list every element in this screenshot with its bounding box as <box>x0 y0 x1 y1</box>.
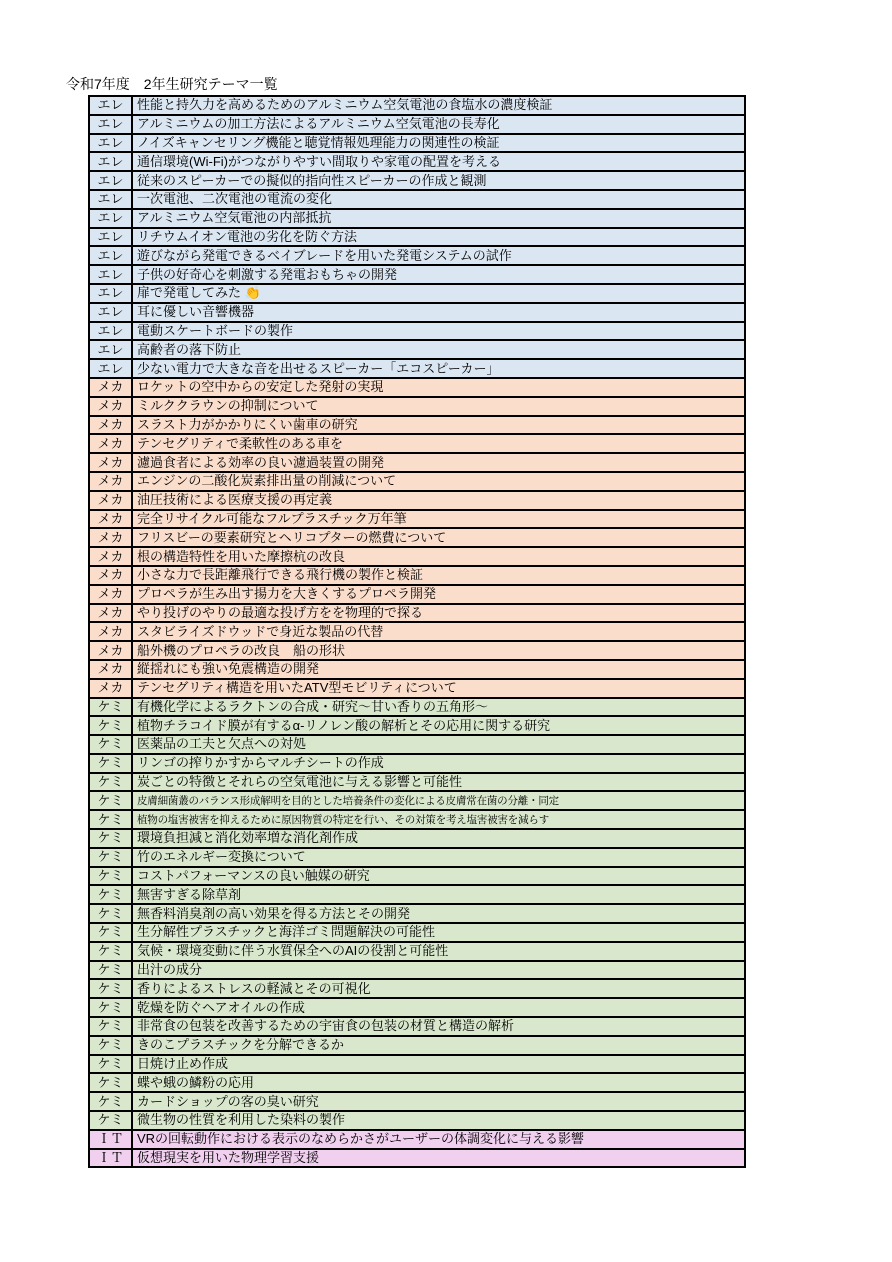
table-row <box>89 904 745 923</box>
table-row <box>89 491 745 510</box>
category-cell: ケミ <box>89 942 132 961</box>
category-cell: メカ <box>89 641 132 660</box>
theme-cell: 炭ごとの特徴とそれらの空気電池に与える影響と可能性 <box>132 773 745 792</box>
category-cell: ＩＴ <box>89 1149 132 1168</box>
table-row <box>89 942 745 961</box>
table-row <box>89 1055 745 1074</box>
category-cell: エレ <box>89 359 132 378</box>
category-cell: メカ <box>89 416 132 435</box>
category-cell: エレ <box>89 152 132 171</box>
theme-cell: フリスビーの要素研究とヘリコプターの燃費について <box>132 528 745 547</box>
table-row <box>89 246 745 265</box>
category-cell: エレ <box>89 265 132 284</box>
table-row <box>89 773 745 792</box>
category-cell: メカ <box>89 528 132 547</box>
theme-cell: プロペラが生み出す揚力を大きくするプロペラ開発 <box>132 585 745 604</box>
table-row <box>89 284 745 303</box>
theme-cell: 有機化学によるラクトンの合成・研究～甘い香りの五角形～ <box>132 698 745 717</box>
category-cell: ケミ <box>89 979 132 998</box>
category-cell: ケミ <box>89 810 132 829</box>
table-row <box>89 171 745 190</box>
category-cell: ケミ <box>89 773 132 792</box>
theme-cell: 少ない電力で大きな音を出せるスピーカー「エコスピーカー」 <box>132 359 745 378</box>
category-cell: ケミ <box>89 867 132 886</box>
table-row <box>89 190 745 209</box>
category-cell: エレ <box>89 190 132 209</box>
theme-table-body <box>89 96 745 1167</box>
table-row <box>89 134 745 153</box>
theme-cell: カードショップの客の臭い研究 <box>132 1092 745 1111</box>
theme-cell: ノイズキャンセリング機能と聴覚情報処理能力の関連性の検証 <box>132 134 745 153</box>
category-cell: メカ <box>89 453 132 472</box>
category-cell: ケミ <box>89 1073 132 1092</box>
category-cell: ケミ <box>89 1055 132 1074</box>
theme-cell: 出汁の成分 <box>132 961 745 980</box>
category-cell: ケミ <box>89 754 132 773</box>
category-cell: エレ <box>89 246 132 265</box>
theme-cell: 無香料消臭剤の高い効果を得る方法とその開発 <box>132 904 745 923</box>
theme-cell: 電動スケートボードの製作 <box>132 322 745 341</box>
category-cell: メカ <box>89 622 132 641</box>
theme-cell: 皮膚細菌叢のバランス形成解明を目的とした培養条件の変化による皮膚常在菌の分離・同定 <box>132 791 745 810</box>
category-cell: ケミ <box>89 1017 132 1036</box>
table-row <box>89 1149 745 1168</box>
table-row <box>89 528 745 547</box>
theme-cell: 船外機のプロペラの改良 船の形状 <box>132 641 745 660</box>
theme-cell: 遊びながら発電できるベイブレードを用いた発電システムの試作 <box>132 246 745 265</box>
table-row <box>89 754 745 773</box>
table-row <box>89 660 745 679</box>
category-cell: エレ <box>89 115 132 134</box>
table-row <box>89 209 745 228</box>
category-cell: メカ <box>89 604 132 623</box>
theme-cell: VRの回転動作における表示のなめらかさがユーザーの体調変化に与える影響 <box>132 1130 745 1149</box>
category-cell: ケミ <box>89 1111 132 1130</box>
table-row <box>89 1092 745 1111</box>
table-row <box>89 867 745 886</box>
theme-cell: ロケットの空中からの安定した発射の実現 <box>132 378 745 397</box>
theme-cell: やり投げのやりの最適な投げ方をを物理的で探る <box>132 604 745 623</box>
table-row <box>89 848 745 867</box>
theme-cell: エンジンの二酸化炭素排出量の削減について <box>132 472 745 491</box>
category-cell: ケミ <box>89 961 132 980</box>
table-row <box>89 679 745 698</box>
theme-cell: 環境負担減と消化効率増な消化剤作成 <box>132 829 745 848</box>
theme-cell: 従来のスピーカーでの擬似的指向性スピーカーの作成と観測 <box>132 171 745 190</box>
table-row <box>89 434 745 453</box>
category-cell: ＩＴ <box>89 1130 132 1149</box>
table-row <box>89 96 745 115</box>
theme-cell: テンセグリティで柔軟性のある車を <box>132 434 745 453</box>
table-row <box>89 1130 745 1149</box>
theme-cell: 油圧技術による医療支援の再定義 <box>132 491 745 510</box>
theme-cell: 縦揺れにも強い免震構造の開発 <box>132 660 745 679</box>
table-row <box>89 829 745 848</box>
table-row <box>89 115 745 134</box>
theme-cell: 通信環境(Wi-Fi)がつながりやすい間取りや家電の配置を考える <box>132 152 745 171</box>
theme-cell: 仮想現実を用いた物理学習支援 <box>132 1149 745 1168</box>
table-row <box>89 378 745 397</box>
category-cell: エレ <box>89 340 132 359</box>
table-row <box>89 303 745 322</box>
theme-cell: 蝶や蛾の鱗粉の応用 <box>132 1073 745 1092</box>
theme-cell: テンセグリティ構造を用いたATV型モビリティについて <box>132 679 745 698</box>
table-row <box>89 322 745 341</box>
theme-cell: リンゴの搾りかすからマルチシートの作成 <box>132 754 745 773</box>
table-row <box>89 510 745 529</box>
table-row <box>89 547 745 566</box>
category-cell: エレ <box>89 303 132 322</box>
category-cell: ケミ <box>89 698 132 717</box>
category-cell: エレ <box>89 322 132 341</box>
theme-cell: 微生物の性質を利用した染料の製作 <box>132 1111 745 1130</box>
table-row <box>89 416 745 435</box>
table-row <box>89 1036 745 1055</box>
category-cell: ケミ <box>89 791 132 810</box>
theme-cell: 植物の塩害被害を抑えるために原因物質の特定を行い、その対策を考え塩害被害を減らす <box>132 810 745 829</box>
theme-cell: 小さな力で長距離飛行できる飛行機の製作と検証 <box>132 566 745 585</box>
table-row <box>89 923 745 942</box>
category-cell: メカ <box>89 510 132 529</box>
theme-cell: 性能と持久力を高めるためのアルミニウム空気電池の食塩水の濃度検証 <box>132 96 745 115</box>
theme-cell: 非常食の包装を改善するための宇宙食の包装の材質と構造の解析 <box>132 1017 745 1036</box>
category-cell: ケミ <box>89 848 132 867</box>
table-row <box>89 453 745 472</box>
table-row <box>89 698 745 717</box>
theme-cell: 無害すぎる除草剤 <box>132 885 745 904</box>
table-row <box>89 641 745 660</box>
table-row <box>89 885 745 904</box>
category-cell: ケミ <box>89 885 132 904</box>
table-row <box>89 265 745 284</box>
theme-cell: 日焼け止め作成 <box>132 1055 745 1074</box>
theme-cell: 植物チラコイド膜が有するα-リノレン酸の解析とその応用に関する研究 <box>132 716 745 735</box>
theme-cell: 扉で発電してみた 👏 <box>132 284 745 303</box>
category-cell: ケミ <box>89 1036 132 1055</box>
page-title: 令和7年度 2年生研究テーマ一覧 <box>66 76 278 92</box>
table-row <box>89 716 745 735</box>
category-cell: ケミ <box>89 923 132 942</box>
theme-cell: スタビライズドウッドで身近な製品の代替 <box>132 622 745 641</box>
theme-cell: アルミニウムの加工方法によるアルミニウム空気電池の長寿化 <box>132 115 745 134</box>
theme-cell: アルミニウム空気電池の内部抵抗 <box>132 209 745 228</box>
table-row <box>89 340 745 359</box>
table-row <box>89 979 745 998</box>
table-row <box>89 228 745 247</box>
table-row <box>89 1111 745 1130</box>
category-cell: メカ <box>89 566 132 585</box>
theme-cell: 耳に優しい音響機器 <box>132 303 745 322</box>
category-cell: ケミ <box>89 735 132 754</box>
table-row <box>89 998 745 1017</box>
category-cell: メカ <box>89 660 132 679</box>
table-row <box>89 397 745 416</box>
theme-cell: 子供の好奇心を刺激する発電おもちゃの開発 <box>132 265 745 284</box>
table-row <box>89 359 745 378</box>
theme-cell: スラスト力がかかりにくい歯車の研究 <box>132 416 745 435</box>
theme-cell: 乾燥を防ぐヘアオイルの作成 <box>132 998 745 1017</box>
category-cell: エレ <box>89 228 132 247</box>
category-cell: メカ <box>89 491 132 510</box>
table-row <box>89 604 745 623</box>
category-cell: ケミ <box>89 1092 132 1111</box>
category-cell: ケミ <box>89 716 132 735</box>
table-row <box>89 152 745 171</box>
theme-cell: 香りによるストレスの軽減とその可視化 <box>132 979 745 998</box>
theme-cell: コストパフォーマンスの良い触媒の研究 <box>132 867 745 886</box>
category-cell: メカ <box>89 585 132 604</box>
table-row <box>89 472 745 491</box>
category-cell: エレ <box>89 209 132 228</box>
theme-cell: ミルククラウンの抑制について <box>132 397 745 416</box>
theme-cell: 気候・環境変動に伴う水質保全へのAIの役割と可能性 <box>132 942 745 961</box>
category-cell: メカ <box>89 547 132 566</box>
theme-cell: 竹のエネルギー変換について <box>132 848 745 867</box>
table-row <box>89 791 745 810</box>
category-cell: ケミ <box>89 904 132 923</box>
category-cell: エレ <box>89 171 132 190</box>
theme-cell: リチウムイオン電池の劣化を防ぐ方法 <box>132 228 745 247</box>
theme-cell: 完全リサイクル可能なフルプラスチック万年筆 <box>132 510 745 529</box>
theme-cell: 生分解性プラスチックと海洋ゴミ問題解決の可能性 <box>132 923 745 942</box>
category-cell: メカ <box>89 434 132 453</box>
category-cell: ケミ <box>89 998 132 1017</box>
category-cell: ケミ <box>89 829 132 848</box>
research-theme-table <box>88 95 746 1168</box>
theme-cell: きのこプラスチックを分解できるか <box>132 1036 745 1055</box>
theme-cell: 根の構造特性を用いた摩擦杭の改良 <box>132 547 745 566</box>
table-row <box>89 1017 745 1036</box>
table-row <box>89 735 745 754</box>
theme-cell: 濾過食者による効率の良い濾過装置の開発 <box>132 453 745 472</box>
theme-cell: 医薬品の工夫と欠点への対処 <box>132 735 745 754</box>
category-cell: メカ <box>89 397 132 416</box>
table-row <box>89 622 745 641</box>
category-cell: エレ <box>89 134 132 153</box>
table-row <box>89 1073 745 1092</box>
theme-cell: 一次電池、二次電池の電流の変化 <box>132 190 745 209</box>
category-cell: エレ <box>89 96 132 115</box>
category-cell: メカ <box>89 472 132 491</box>
category-cell: エレ <box>89 284 132 303</box>
category-cell: メカ <box>89 679 132 698</box>
table-row <box>89 585 745 604</box>
table-row <box>89 961 745 980</box>
category-cell: メカ <box>89 378 132 397</box>
theme-cell: 高齢者の落下防止 <box>132 340 745 359</box>
table-row <box>89 810 745 829</box>
table-row <box>89 566 745 585</box>
